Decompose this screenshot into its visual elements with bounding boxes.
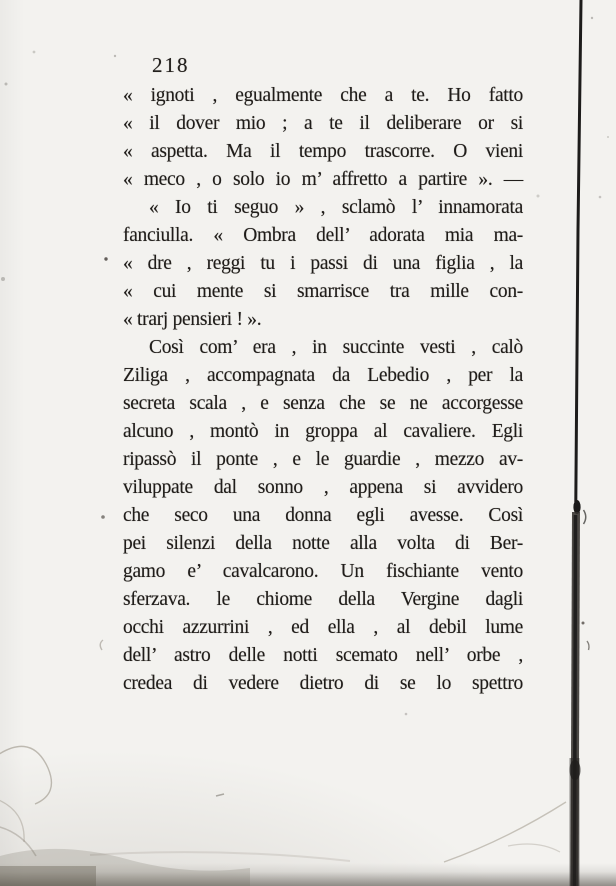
text-line: alcuno , montò in groppa al cavaliere. Egli	[123, 421, 523, 442]
text-line: « ignoti , egualmente che a te. Ho fatto	[123, 85, 523, 106]
text-line: pei silenzi della notte alla volta di Ber-	[123, 533, 523, 554]
text-line: sferzava. le chiome della Vergine dagli	[123, 589, 523, 610]
text-line: Così com’ era , in succinte vesti , calò	[149, 337, 523, 358]
text-line: « dre , reggi tu i passi di una figlia , la	[123, 253, 523, 274]
text-line: occhi azzurrini , ed ella , al debil lume	[123, 617, 523, 638]
text-line: viluppate dal sonno , appena si avvidero	[123, 477, 523, 498]
text-line: « aspetta. Ma il tempo trascorre. O vieni	[123, 141, 523, 162]
text-line: dell’ astro delle notti scemato nell’ orbe ,	[123, 645, 523, 666]
page-number: 218	[152, 53, 190, 77]
text-line: « il dover mio ; a te il deliberare or si	[123, 113, 523, 134]
text-line: « trarj pensieri ! ».	[123, 309, 262, 330]
text-line: fanciulla. « Ombra dell’ adorata mia ma-	[123, 225, 523, 246]
book-spine-shadow	[570, 0, 586, 886]
text-line: che seco una donna egli avesse. Così	[123, 505, 523, 526]
page-text	[123, 82, 523, 698]
text-line: ripassò il ponte , e le guardie , mezzo av-	[123, 449, 523, 470]
text-line: « cui mente si smarrisce tra mille con-	[123, 281, 523, 302]
text-line: « meco , o solo io m’ affretto a partire ». —	[123, 169, 523, 190]
text-line: credea di vedere dietro di se lo spettro	[123, 673, 523, 694]
text-line: secreta scala , e senza che se ne accorgesse	[123, 393, 523, 414]
text-line: Ziliga , accompagnata da Lebedio , per la	[123, 365, 523, 386]
corner-smudges	[0, 746, 566, 886]
text-line: gamo e’ cavalcarono. Un fischiante vento	[123, 561, 523, 582]
text-line: « Io ti seguo » , sclamò l’ innamorata	[149, 197, 523, 218]
